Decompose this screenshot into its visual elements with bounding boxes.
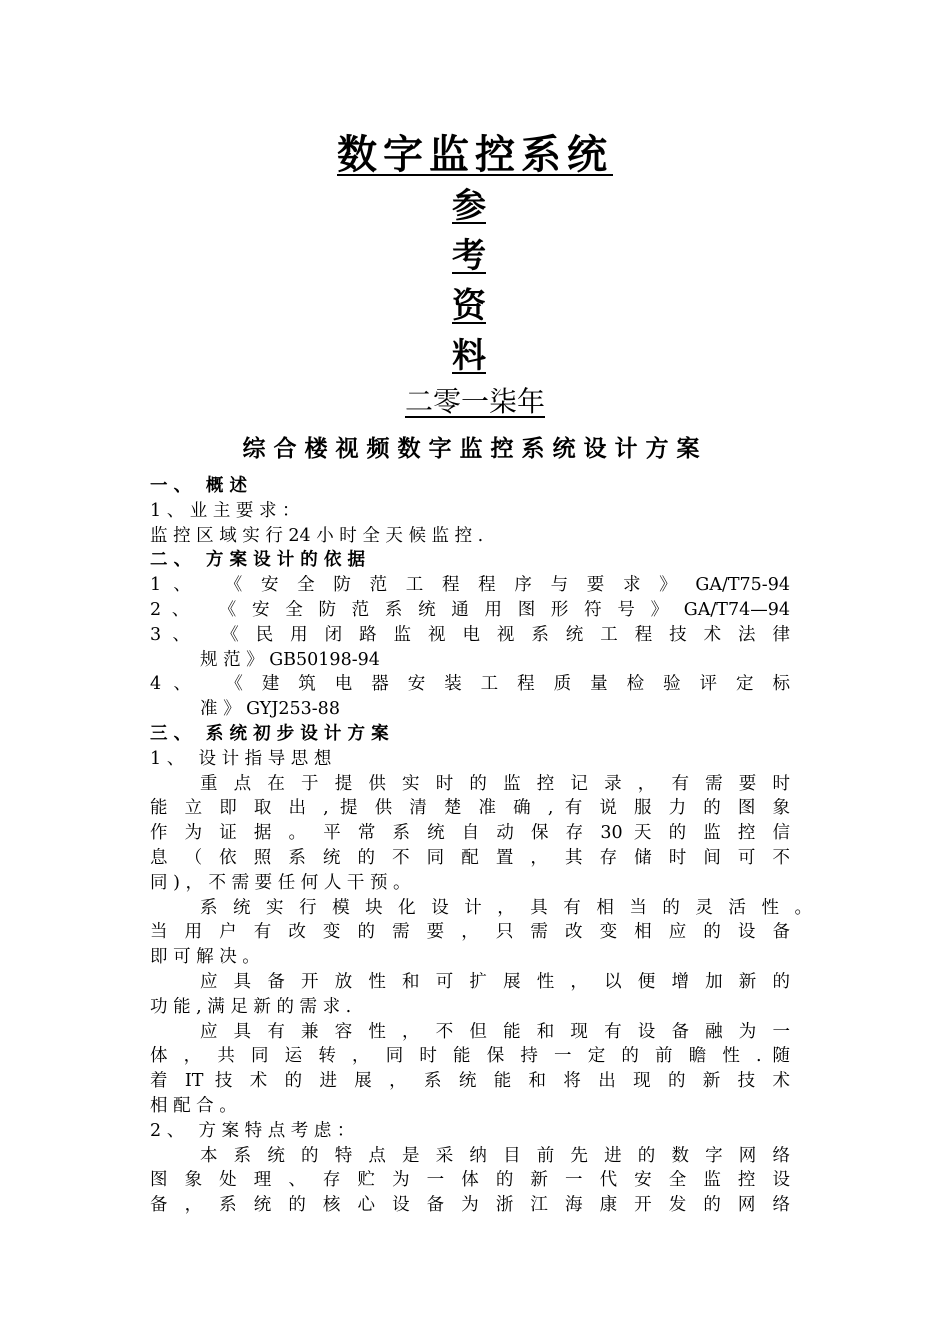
cover-char-3: 资 (452, 286, 486, 326)
paragraph-line: 息 （ 依 照 系 统 的 不 同 配 置 ， 其 存 储 时 间 可 不 (150, 847, 790, 868)
section-2-item-cont: 准 》 GYJ253-88 (200, 699, 340, 720)
paragraph-line: 图 象 处 理 、 存 贮 为 一 体 的 新 一 代 安 全 监 控 设 (150, 1170, 790, 1191)
section-1-heading: 一 、 概 述 (150, 476, 248, 496)
paragraph-line: 应 具 有 兼 容 性 ， 不 但 能 和 现 有 设 备 融 为 一 (200, 1021, 790, 1042)
paragraph-line: 同 ) ， 不 需 要 任 何 人 干 预 。 (150, 872, 411, 893)
section-3-heading: 三 、 系 统 初 步 设 计 方 案 (150, 723, 389, 744)
paragraph-line: 体 ， 共 同 运 转 ， 同 时 能 保 持 一 定 的 前 瞻 性 . 随 (150, 1046, 790, 1067)
section-2-item: 4 、 《 建 筑 电 器 安 装 工 程 质 量 检 验 评 定 标 (150, 674, 790, 695)
section-1-1-text: 监 控 区 域 实 行 24 小 时 全 天 候 监 控 . (150, 525, 484, 546)
cover-char-2: 考 (452, 236, 486, 276)
cover-title: 数字监控系统 (337, 131, 613, 178)
section-2-item: 1 、 《 安 全 防 范 工 程 程 序 与 要 求 》 GA/T75-94 (150, 575, 790, 596)
section-3-1: 1 、 设 计 指 导 思 想 (150, 748, 332, 769)
paragraph-line: 重 点 在 于 提 供 实 时 的 监 控 记 录 ， 有 需 要 时 (200, 773, 790, 794)
section-2-heading: 二 、 方 案 设 计 的 依 据 (150, 550, 365, 571)
cover-char-1: 参 (452, 186, 486, 226)
paragraph-line: 即 可 解 决 。 (150, 947, 260, 968)
section-2-item: 3 、 《 民 用 闭 路 监 视 电 视 系 统 工 程 技 术 法 律 (150, 624, 790, 645)
section-3-2: 2 、 方 案 特 点 考 虑 ： (150, 1120, 355, 1141)
section-2-item: 2 、 《 安 全 防 范 系 统 通 用 图 形 符 号 》 GA/T74—94 (150, 599, 790, 620)
paragraph-line: 作 为 证 据 。 平 常 系 统 自 动 保 存 30 天 的 监 控 信 (150, 823, 790, 844)
paragraph-line: 当 用 户 有 改 变 的 需 要 ， 只 需 改 变 相 应 的 设 备 (150, 922, 790, 943)
cover-year: 二零一柒年 (404, 385, 545, 418)
paragraph-line: 应 具 备 开 放 性 和 可 扩 展 性 ， 以 便 增 加 新 的 (200, 971, 790, 992)
section-1-1: 1 、 业 主 要 求 ： (150, 500, 300, 521)
cover-char-4: 料 (452, 336, 486, 376)
paragraph-line: 系 统 实 行 模 块 化 设 计 ， 具 有 相 当 的 灵 活 性 。 (200, 897, 812, 918)
paragraph-line: 能 立 即 取 出 , 提 供 清 楚 准 确 , 有 说 服 力 的 图 象 (150, 798, 790, 819)
document-body (150, 474, 812, 1218)
paragraph-line: 相 配 合 。 (150, 1095, 237, 1116)
paragraph-line: 着 IT 技 术 的 进 展 ， 系 统 能 和 将 出 现 的 新 技 术 (150, 1071, 790, 1092)
document-subtitle: 综合楼视频数字监控系统设计方案 (242, 435, 708, 462)
paragraph-line: 功 能 , 满 足 新 的 需 求 . (150, 996, 352, 1017)
paragraph-line: 本 系 统 的 特 点 是 采 纳 目 前 先 进 的 数 字 网 络 (200, 1145, 790, 1166)
paragraph-line: 备 ， 系 统 的 核 心 设 备 为 浙 江 海 康 开 发 的 网 络 (150, 1195, 790, 1216)
section-2-item-cont: 规 范 》 GB50198-94 (200, 649, 380, 670)
